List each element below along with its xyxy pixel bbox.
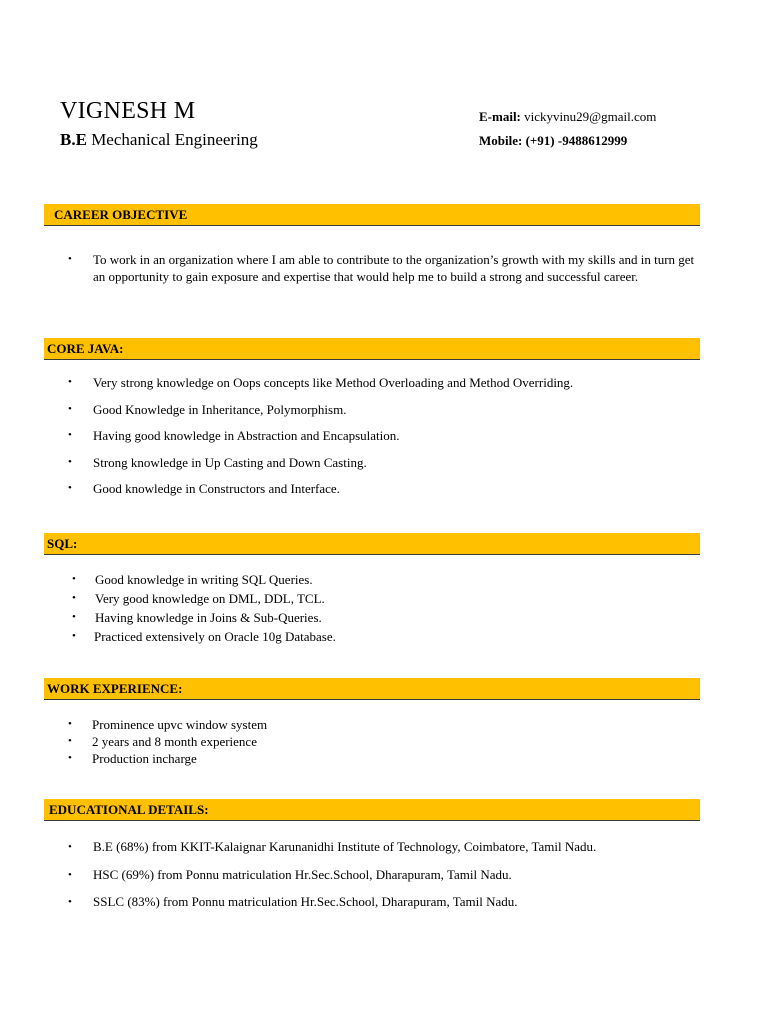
bullet-glyph: •: [68, 402, 72, 415]
list-item: [68, 251, 698, 285]
list-item: [68, 427, 698, 444]
list-item: [68, 838, 698, 856]
list-item-text: SSLC (83%) from Ponnu matriculation Hr.Sec.School, Dharapuram, Tamil Nadu.: [93, 894, 518, 909]
list-item-text: Having good knowledge in Abstraction and Encapsulation.: [93, 428, 400, 443]
candidate-name: VIGNESH M: [60, 98, 196, 124]
career-objective-text: To work in an organization where I am able to contribute to the organization’s growth with my skills and in turn get an opportunity to gain exposure and expertise that would help me to build a strong and successful career.: [93, 252, 695, 284]
list-item-text: Good knowledge in Constructors and Interface.: [93, 481, 340, 496]
list-item: [68, 750, 688, 767]
list-item-text: Very strong knowledge on Oops concepts like Method Overloading and Method Overriding.: [93, 375, 574, 390]
list-item-text: HSC (69%) from Ponnu matriculation Hr.Sec.School, Dharapuram, Tamil Nadu.: [93, 866, 512, 882]
bullet-glyph: •: [72, 592, 76, 604]
list-item-text: Good knowledge in writing SQL Queries.: [95, 572, 313, 587]
core-java-title: CORE JAVA:: [47, 341, 124, 356]
bullet-glyph: •: [68, 253, 72, 265]
core-java-list: [68, 374, 698, 497]
bullet-glyph: •: [72, 611, 76, 623]
degree-line: [60, 130, 258, 150]
bullet-glyph: •: [68, 718, 72, 730]
list-item: [72, 627, 692, 646]
sql-title: SQL:: [47, 536, 78, 551]
sql-list: [72, 570, 692, 646]
list-item: [68, 374, 698, 391]
list-item-text: Strong knowledge in Up Casting and Down Casting.: [93, 454, 367, 470]
work-experience-header: [44, 678, 700, 700]
bullet-glyph: •: [68, 482, 72, 494]
education-header: [44, 799, 700, 821]
list-item: [72, 570, 692, 589]
career-objective-header: [44, 204, 700, 226]
list-item-text: B.E (68%) from KKIT-Kalaignar Karunanidhi Institute of Technology, Coimbatore, Tamil Nadu.: [93, 839, 597, 854]
bullet-glyph: •: [72, 573, 76, 585]
bullet-glyph: •: [68, 429, 72, 441]
bullet-glyph: •: [68, 841, 72, 853]
email-row: [479, 109, 656, 125]
list-item: [72, 589, 692, 608]
bullet-glyph: •: [68, 896, 72, 908]
work-experience-title: WORK EXPERIENCE:: [47, 681, 183, 696]
list-item-text: Good Knowledge in Inheritance, Polymorphism.: [93, 401, 347, 417]
list-item: [68, 716, 688, 733]
bullet-glyph: •: [68, 752, 72, 764]
list-item: [72, 608, 692, 627]
list-item: [68, 454, 698, 471]
list-item-text: Very good knowledge on DML, DDL, TCL.: [95, 591, 325, 606]
email-value[interactable]: vickyvinu29@gmail.com: [520, 109, 657, 124]
email-label: E-mail:: [479, 109, 521, 124]
bullet-glyph: •: [72, 630, 76, 642]
mobile-row: Mobile: (+91) -9488612999: [479, 133, 628, 148]
education-list: [68, 838, 698, 911]
sql-header: [44, 533, 700, 555]
bullet-glyph: •: [68, 455, 72, 468]
list-item: [68, 733, 688, 750]
degree-prefix: B.E: [60, 130, 87, 149]
list-item-text: Prominence upvc window system: [92, 717, 268, 732]
list-item: [68, 893, 698, 911]
core-java-header: [44, 338, 700, 360]
list-item-text: Having knowledge in Joins & Sub-Queries.: [95, 610, 322, 625]
bullet-glyph: •: [68, 868, 72, 881]
list-item: [68, 866, 698, 884]
bullet-glyph: •: [68, 376, 72, 388]
list-item: [68, 401, 698, 418]
work-experience-list: [68, 716, 688, 767]
list-item: [68, 480, 698, 497]
career-objective-list: [68, 251, 698, 285]
career-objective-title: CAREER OBJECTIVE: [54, 207, 188, 222]
degree-rest: Mechanical Engineering: [86, 130, 258, 149]
list-item-text: Practiced extensively on Oracle 10g Database.: [94, 629, 336, 644]
education-title: EDUCATIONAL DETAILS:: [49, 802, 209, 817]
list-item-text: 2 years and 8 month experience: [92, 734, 257, 749]
list-item-text: Production incharge: [92, 751, 197, 766]
bullet-glyph: •: [68, 735, 72, 747]
